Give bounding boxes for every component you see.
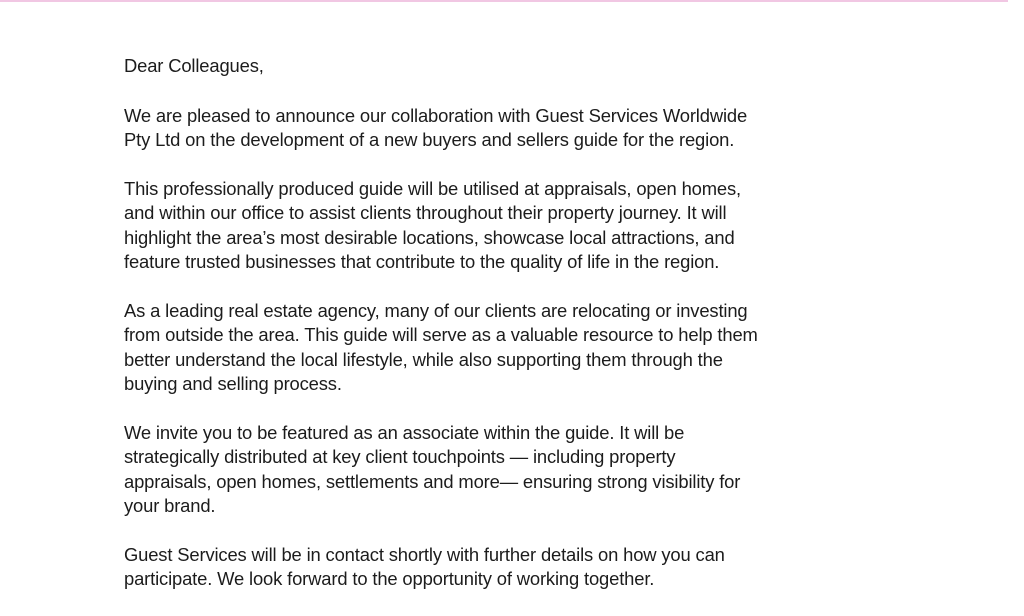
paragraph-line: your brand. — [124, 495, 216, 516]
letter-body — [124, 54, 884, 616]
paragraph-line: Guest Services will be in contact shortly with further details on how you can — [124, 543, 725, 565]
top-border-line — [0, 0, 1008, 2]
paragraph-line: feature trusted businesses that contribute to the quality of life in the region. — [124, 251, 720, 272]
paragraph-line: and within our office to assist clients throughout their property journey. It will — [124, 202, 727, 223]
paragraph-line: better understand the local lifestyle, while also supporting them through the — [124, 348, 723, 370]
paragraph-line: We invite you to be featured as an associate within the guide. It will be — [124, 421, 685, 443]
letter-paragraph-4 — [124, 421, 884, 519]
paragraph-line: We are pleased to announce our collaboration with Guest Services Worldwide — [124, 104, 748, 126]
paragraph-line: This professionally produced guide will be utilised at appraisals, open homes, — [124, 177, 742, 199]
letter-paragraph-5 — [124, 543, 884, 592]
paragraph-line: strategically distributed at key client touchpoints — including property — [124, 446, 676, 467]
paragraph-line: As a leading real estate agency, many of our clients are relocating or investing — [124, 299, 748, 321]
letter-paragraph-2 — [124, 177, 884, 275]
paragraph-line: highlight the area’s most desirable locations, showcase local attractions, and — [124, 226, 735, 248]
paragraph-line: Pty Ltd on the development of a new buyers and sellers guide for the region. — [124, 129, 735, 150]
paragraph-line: participate. We look forward to the opportunity of working together. — [124, 568, 655, 589]
paragraph-line: buying and selling process. — [124, 373, 342, 394]
paragraph-line: appraisals, open homes, settlements and more— ensuring strong visibility for — [124, 470, 741, 492]
letter-salutation: Dear Colleagues, — [124, 55, 264, 76]
paragraph-line: from outside the area. This guide will serve as a valuable resource to help them — [124, 324, 758, 345]
letter-paragraph-1 — [124, 104, 884, 153]
letter-paragraph-3 — [124, 299, 884, 397]
